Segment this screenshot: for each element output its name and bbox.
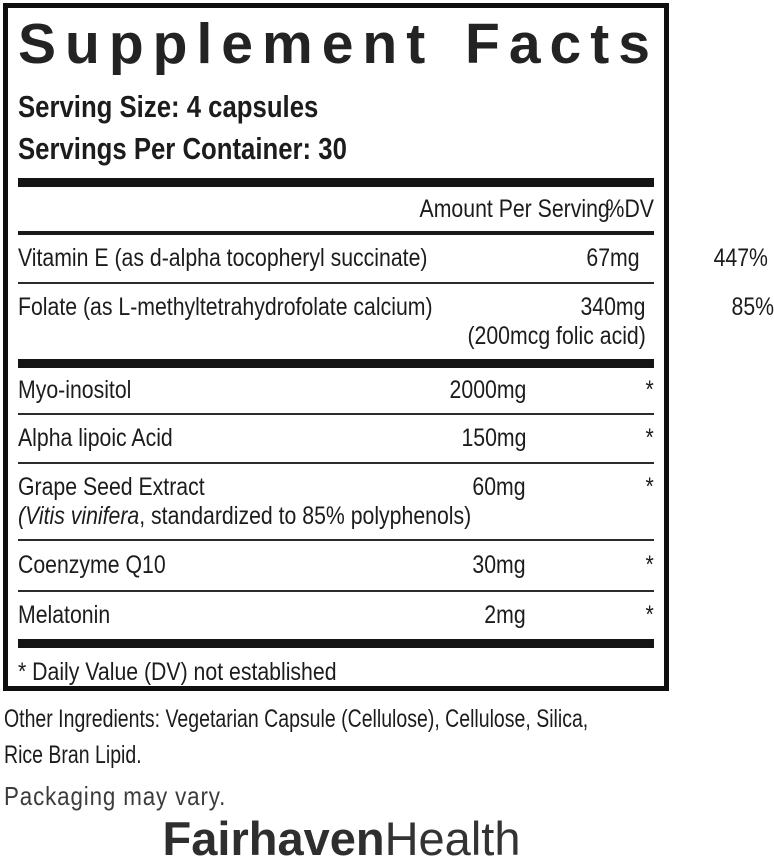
ingredient-amount-note: (200mcg folic acid) bbox=[467, 322, 646, 350]
daily-value-footnote: * Daily Value (DV) not established bbox=[18, 658, 337, 686]
table-row-folate bbox=[18, 284, 774, 359]
other-ingredients-line2: Rice Bran Lipid. bbox=[4, 741, 142, 769]
other-ingredients-line1: Other Ingredients: Vegetarian Capsule (Cellulose), Cellulose, Silica, bbox=[4, 705, 589, 733]
table-row-alpha-lipoic-acid bbox=[18, 415, 654, 462]
serving-size: Serving Size: 4 capsules bbox=[18, 89, 319, 124]
ingredient-amount: 30mg bbox=[472, 551, 526, 579]
ingredient-name: Alpha lipoic Acid bbox=[18, 424, 173, 452]
ingredient-amount: 2mg bbox=[484, 601, 526, 629]
label-footer bbox=[4, 701, 679, 865]
divider-thick bbox=[18, 639, 654, 648]
supplement-label-image bbox=[0, 3, 774, 865]
ingredient-dv: * bbox=[645, 376, 654, 404]
serving-info bbox=[18, 86, 654, 170]
ingredient-amount: 60mg bbox=[472, 473, 526, 501]
ingredient-name: Vitamin E (as d-alpha tocopheryl succinate) bbox=[18, 244, 428, 272]
ingredient-amount: 150mg bbox=[461, 424, 526, 452]
ingredient-dv: * bbox=[645, 601, 654, 629]
brand-logo bbox=[4, 813, 679, 865]
ingredient-dv: * bbox=[645, 424, 654, 452]
panel-title: Supplement Facts bbox=[18, 12, 659, 76]
supplement-facts-panel bbox=[3, 3, 774, 691]
ingredient-name: Myo-inositol bbox=[18, 376, 132, 404]
packaging-note: Packaging may vary. bbox=[4, 781, 227, 811]
ingredient-name: Folate (as L-methyltetrahydrofolate calcium) bbox=[18, 293, 433, 321]
brand-name-bold: Fairhaven bbox=[162, 812, 385, 865]
ingredient-dv: 85% bbox=[731, 293, 774, 321]
table-header-row bbox=[18, 187, 654, 231]
ingredient-amount: 67mg bbox=[586, 244, 640, 272]
ingredient-name: Coenzyme Q10 bbox=[18, 551, 166, 579]
ingredient-amount: 340mg bbox=[580, 293, 646, 321]
table-row-melatonin bbox=[18, 592, 654, 639]
ingredient-name-note: (Vitis vinifera, standardized to 85% polyphenols) bbox=[18, 502, 472, 530]
table-row-grape-seed-extract bbox=[18, 464, 654, 539]
column-header-dv: %DV bbox=[605, 195, 654, 223]
divider-thick bbox=[18, 178, 654, 187]
ingredient-amount: 2000mg bbox=[449, 376, 526, 404]
table-row-coenzyme-q10 bbox=[18, 541, 654, 590]
ingredient-dv: 447% bbox=[713, 244, 768, 272]
brand-name-light: Health bbox=[384, 812, 521, 865]
ingredient-name: Grape Seed Extract bbox=[18, 473, 205, 501]
ingredient-dv: * bbox=[645, 551, 654, 579]
ingredient-name: Melatonin bbox=[18, 601, 111, 629]
ingredient-dv: * bbox=[645, 473, 654, 501]
column-header-amount: Amount Per Serving bbox=[419, 195, 610, 223]
servings-per-container: Servings Per Container: 30 bbox=[18, 131, 347, 166]
table-row-myo-inositol bbox=[18, 368, 654, 413]
divider-thick bbox=[18, 359, 654, 368]
table-row-vitamin-e bbox=[18, 235, 768, 282]
